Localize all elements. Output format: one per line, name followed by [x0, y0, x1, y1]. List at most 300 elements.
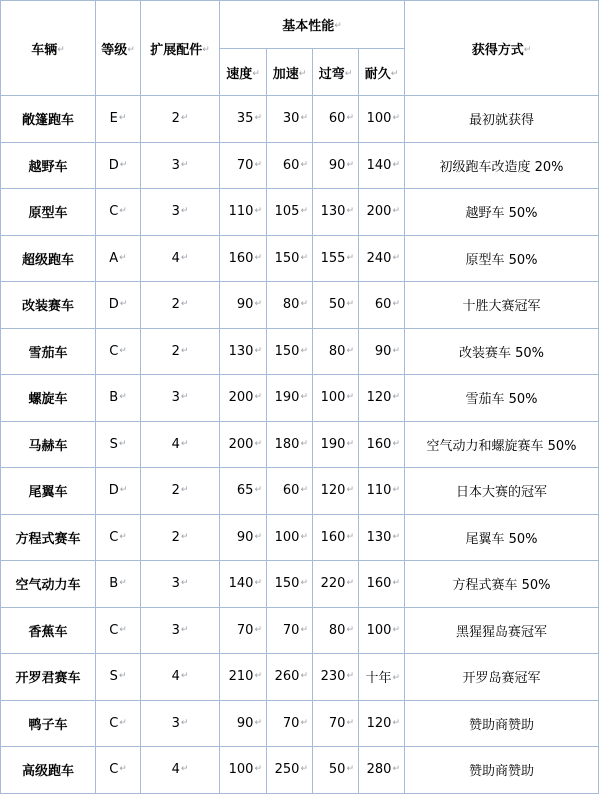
cell-ext-parts: [141, 561, 220, 608]
paragraph-mark-icon: ↵: [346, 485, 354, 496]
paragraph-mark-icon: ↵: [254, 438, 262, 449]
paragraph-mark-icon: ↵: [180, 299, 189, 310]
paragraph-mark-icon: ↵: [300, 392, 308, 403]
cell-accel: [267, 235, 313, 282]
paragraph-mark-icon: ↵: [300, 578, 308, 589]
cell-vehicle-name: [1, 468, 96, 515]
cell-accel-text: 150: [274, 343, 300, 359]
paragraph-mark-icon: ↵: [254, 717, 262, 728]
paragraph-mark-icon: ↵: [300, 531, 308, 542]
cell-corner-text: 60: [328, 111, 346, 127]
table-row: [1, 142, 599, 189]
cell-obtain: [405, 561, 599, 608]
paragraph-mark-icon: ↵: [119, 485, 128, 496]
paragraph-mark-icon: ↵: [300, 438, 308, 449]
cell-ext-parts-text: 4: [171, 669, 180, 685]
paragraph-mark-icon: ↵: [300, 206, 308, 217]
header-obtain: 获得方式↵: [405, 1, 599, 96]
cell-speed-text: 200: [228, 390, 254, 406]
cell-accel: [267, 282, 313, 329]
cell-speed: [220, 235, 267, 282]
cell-obtain-text: 赞助商赞助: [468, 764, 534, 780]
cell-accel: [267, 328, 313, 375]
cell-speed-text: 130: [228, 343, 254, 359]
table-row: [1, 700, 599, 747]
paragraph-mark-icon: ↵: [180, 438, 189, 449]
cell-vehicle-name: [1, 514, 96, 561]
cell-speed-text: 100: [228, 762, 254, 778]
cell-grade-text: C: [109, 622, 119, 638]
paragraph-mark-icon: ↵: [119, 299, 128, 310]
cell-durability: [359, 328, 405, 375]
cell-durability: [359, 747, 405, 794]
paragraph-mark-icon: ↵: [180, 252, 189, 263]
cell-obtain-text: 日本大赛的冠军: [455, 485, 547, 501]
paragraph-mark-icon: ↵: [300, 764, 308, 775]
cell-accel-text: 180: [274, 436, 300, 452]
cell-durability-text: 130: [366, 529, 392, 545]
cell-accel-text: 60: [282, 483, 300, 499]
cell-ext-parts-text: 3: [171, 157, 180, 173]
cell-grade: [96, 607, 141, 654]
cell-durability: [359, 96, 405, 143]
cell-ext-parts-text: 3: [171, 390, 180, 406]
cell-grade-text: C: [109, 762, 119, 778]
cell-speed-text: 35: [236, 111, 254, 127]
cell-corner: [313, 375, 359, 422]
cell-durability-text: 140: [366, 157, 392, 173]
cell-durability: [359, 375, 405, 422]
cell-speed-text: 90: [236, 529, 254, 545]
cell-ext-parts-text: 3: [171, 622, 180, 638]
cell-ext-parts: [141, 514, 220, 561]
paragraph-mark-icon: ↵: [346, 764, 354, 775]
cell-obtain: [405, 514, 599, 561]
header-durability: 耐久↵: [359, 49, 405, 96]
table-row: [1, 561, 599, 608]
table-row: [1, 235, 599, 282]
paragraph-mark-icon: ↵: [180, 392, 189, 403]
paragraph-mark-icon: ↵: [346, 206, 354, 217]
paragraph-mark-icon: ↵: [346, 717, 354, 728]
cell-speed: [220, 375, 267, 422]
cell-durability-text: 240: [366, 250, 392, 266]
cell-accel-text: 80: [282, 297, 300, 313]
cell-grade-text: C: [109, 529, 119, 545]
paragraph-mark-icon: ↵: [119, 717, 127, 728]
cell-vehicle-name-text: 改装赛车: [21, 299, 74, 315]
table-row: [1, 96, 599, 143]
cell-corner-text: 100: [320, 390, 346, 406]
paragraph-mark-icon: ↵: [346, 438, 354, 449]
header-speed: 速度↵: [220, 49, 267, 96]
paragraph-mark-icon: ↵: [180, 531, 189, 542]
paragraph-mark-icon: ↵: [300, 159, 308, 170]
cell-grade-text: C: [109, 204, 119, 220]
cell-corner-text: 70: [328, 715, 346, 731]
cell-vehicle-name: [1, 375, 96, 422]
cell-obtain: [405, 328, 599, 375]
cell-durability-text: 120: [366, 715, 392, 731]
paragraph-mark-icon: ↵: [254, 671, 262, 682]
cell-grade: [96, 189, 141, 236]
cell-durability: [359, 189, 405, 236]
paragraph-mark-icon: ↵: [254, 624, 262, 635]
cell-corner: [313, 607, 359, 654]
cell-corner: [313, 96, 359, 143]
cell-vehicle-name: [1, 328, 96, 375]
table-row: [1, 375, 599, 422]
cell-speed: [220, 189, 267, 236]
cell-obtain-text: 最初就获得: [468, 113, 534, 129]
cell-vehicle-name-text: 开罗君赛车: [15, 671, 81, 687]
cell-vehicle-name-text: 尾翼车: [28, 485, 68, 501]
cell-grade-text: C: [109, 343, 119, 359]
cell-accel: [267, 421, 313, 468]
cell-vehicle-name-text: 原型车: [28, 206, 68, 222]
cell-grade: [96, 654, 141, 701]
paragraph-mark-icon: ↵: [300, 299, 308, 310]
table-row: [1, 421, 599, 468]
cell-obtain-text: 雪茄车 50%: [465, 392, 538, 408]
cell-corner-text: 80: [328, 343, 346, 359]
cell-corner: [313, 514, 359, 561]
cell-durability: [359, 561, 405, 608]
cell-vehicle-name-text: 越野车: [28, 159, 68, 175]
cell-speed-text: 90: [236, 715, 254, 731]
paragraph-mark-icon: ↵: [392, 764, 400, 775]
paragraph-mark-icon: ↵: [392, 673, 400, 684]
paragraph-mark-icon: ↵: [180, 159, 189, 170]
paragraph-mark-icon: ↵: [254, 113, 262, 124]
cell-obtain: [405, 282, 599, 329]
paragraph-mark-icon: ↵: [119, 252, 127, 263]
cell-accel-text: 150: [274, 250, 300, 266]
table-row: [1, 468, 599, 515]
cell-grade-text: S: [109, 436, 118, 452]
paragraph-mark-icon: ↵: [119, 531, 127, 542]
cell-accel-text: 250: [274, 762, 300, 778]
cell-corner: [313, 282, 359, 329]
cell-accel-text: 70: [282, 715, 300, 731]
cell-corner: [313, 235, 359, 282]
cell-durability-text: 160: [366, 436, 392, 452]
cell-corner-text: 80: [328, 622, 346, 638]
cell-ext-parts-text: 2: [171, 297, 180, 313]
cell-durability: [359, 607, 405, 654]
cell-speed: [220, 607, 267, 654]
cell-vehicle-name-text: 超级跑车: [21, 252, 74, 268]
cell-vehicle-name-text: 螺旋车: [28, 392, 68, 408]
cell-obtain-text: 初级跑车改造度 20%: [439, 159, 564, 175]
cell-ext-parts-text: 3: [171, 715, 180, 731]
table-row: [1, 654, 599, 701]
paragraph-mark-icon: ↵: [346, 531, 354, 542]
cell-accel: [267, 468, 313, 515]
paragraph-mark-icon: ↵: [254, 252, 262, 263]
cell-grade: [96, 235, 141, 282]
paragraph-mark-icon: ↵: [392, 531, 400, 542]
paragraph-mark-icon: ↵: [254, 578, 262, 589]
cell-obtain-text: 开罗岛赛冠军: [462, 671, 541, 687]
paragraph-mark-icon: ↵: [118, 113, 127, 124]
cell-ext-parts: [141, 654, 220, 701]
paragraph-mark-icon: ↵: [300, 671, 308, 682]
cell-speed: [220, 468, 267, 515]
cell-obtain: [405, 747, 599, 794]
cell-speed-text: 200: [228, 436, 254, 452]
cell-vehicle-name-text: 香蕉车: [28, 624, 68, 640]
header-vehicle: 车辆↵: [1, 1, 96, 96]
paragraph-mark-icon: ↵: [300, 485, 308, 496]
cell-obtain-text: 方程式赛车 50%: [452, 578, 551, 594]
paragraph-mark-icon: ↵: [392, 717, 400, 728]
cell-obtain: [405, 375, 599, 422]
paragraph-mark-icon: ↵: [346, 624, 354, 635]
cell-ext-parts: [141, 96, 220, 143]
cell-ext-parts-text: 4: [171, 250, 180, 266]
cell-speed: [220, 514, 267, 561]
cell-corner-text: 230: [320, 669, 346, 685]
paragraph-mark-icon: ↵: [392, 252, 400, 263]
cell-ext-parts-text: 4: [171, 436, 180, 452]
paragraph-mark-icon: ↵: [392, 624, 400, 635]
paragraph-mark-icon: ↵: [392, 438, 400, 449]
cell-speed: [220, 282, 267, 329]
cell-grade: [96, 514, 141, 561]
cell-accel: [267, 747, 313, 794]
cell-ext-parts: [141, 421, 220, 468]
cell-vehicle-name-text: 方程式赛车: [15, 531, 81, 547]
cell-corner: [313, 654, 359, 701]
paragraph-mark-icon: ↵: [392, 113, 400, 124]
paragraph-mark-icon: ↵: [119, 764, 127, 775]
cell-durability-text: 100: [366, 622, 392, 638]
paragraph-mark-icon: ↵: [254, 299, 262, 310]
paragraph-mark-icon: ↵: [300, 345, 308, 356]
cell-vehicle-name: [1, 189, 96, 236]
cell-corner-text: 120: [320, 483, 346, 499]
cell-grade-text: D: [108, 297, 119, 313]
paragraph-mark-icon: ↵: [180, 345, 189, 356]
cell-obtain: [405, 235, 599, 282]
paragraph-mark-icon: ↵: [300, 113, 308, 124]
cell-grade-text: S: [109, 669, 118, 685]
paragraph-mark-icon: ↵: [346, 252, 354, 263]
cell-ext-parts: [141, 375, 220, 422]
cell-speed-text: 140: [228, 576, 254, 592]
cell-corner: [313, 189, 359, 236]
cell-durability: [359, 654, 405, 701]
cell-grade-text: B: [109, 576, 119, 592]
paragraph-mark-icon: ↵: [392, 345, 400, 356]
cell-obtain: [405, 468, 599, 515]
cell-grade: [96, 468, 141, 515]
cell-durability-text: 110: [366, 483, 392, 499]
cell-grade-text: A: [109, 250, 119, 266]
cell-obtain: [405, 189, 599, 236]
cell-speed-text: 210: [228, 669, 254, 685]
table-row: [1, 607, 599, 654]
cell-obtain-text: 改装赛车 50%: [458, 345, 545, 361]
cell-vehicle-name: [1, 142, 96, 189]
cell-ext-parts: [141, 747, 220, 794]
cell-durability: [359, 142, 405, 189]
cell-vehicle-name: [1, 282, 96, 329]
cell-ext-parts-text: 2: [171, 483, 180, 499]
cell-obtain: [405, 96, 599, 143]
cell-vehicle-name-text: 高级跑车: [21, 764, 74, 780]
cell-vehicle-name-text: 空气动力车: [15, 578, 81, 594]
cell-corner-text: 160: [320, 529, 346, 545]
cell-corner-text: 50: [328, 297, 346, 313]
cell-ext-parts: [141, 235, 220, 282]
cell-durability-text: 200: [366, 204, 392, 220]
paragraph-mark-icon: ↵: [392, 485, 400, 496]
cell-speed: [220, 654, 267, 701]
cell-corner: [313, 700, 359, 747]
cell-corner: [313, 328, 359, 375]
cell-vehicle-name: [1, 747, 96, 794]
cell-ext-parts: [141, 607, 220, 654]
cell-durability-text: 60: [374, 297, 392, 313]
paragraph-mark-icon: ↵: [300, 624, 308, 635]
cell-obtain: [405, 142, 599, 189]
cell-speed-text: 160: [228, 250, 254, 266]
header-basic-performance: 基本性能↵: [220, 1, 405, 49]
cell-accel: [267, 654, 313, 701]
cell-ext-parts: [141, 142, 220, 189]
cell-vehicle-name: [1, 96, 96, 143]
paragraph-mark-icon: ↵: [346, 113, 354, 124]
cell-grade: [96, 747, 141, 794]
cell-ext-parts-text: 4: [171, 762, 180, 778]
cell-speed: [220, 700, 267, 747]
header-grade: 等级↵: [96, 1, 141, 96]
paragraph-mark-icon: ↵: [180, 671, 189, 682]
paragraph-mark-icon: ↵: [119, 206, 127, 217]
cell-accel-text: 30: [282, 111, 300, 127]
cell-accel: [267, 514, 313, 561]
cell-vehicle-name-text: 马赫车: [28, 438, 68, 454]
paragraph-mark-icon: ↵: [180, 578, 189, 589]
cell-vehicle-name-text: 鸭子车: [28, 717, 68, 733]
cell-grade: [96, 282, 141, 329]
paragraph-mark-icon: ↵: [346, 345, 354, 356]
paragraph-mark-icon: ↵: [180, 206, 189, 217]
paragraph-mark-icon: ↵: [254, 345, 262, 356]
paragraph-mark-icon: ↵: [119, 624, 127, 635]
paragraph-mark-icon: ↵: [346, 392, 354, 403]
paragraph-mark-icon: ↵: [119, 578, 127, 589]
paragraph-mark-icon: ↵: [119, 392, 127, 403]
paragraph-mark-icon: ↵: [392, 299, 400, 310]
cell-obtain-text: 赞助商赞助: [468, 717, 534, 733]
cell-grade: [96, 96, 141, 143]
cell-obtain-text: 空气动力和螺旋赛车 50%: [426, 438, 577, 454]
cell-accel: [267, 700, 313, 747]
paragraph-mark-icon: ↵: [392, 392, 400, 403]
paragraph-mark-icon: ↵: [346, 159, 354, 170]
paragraph-mark-icon: ↵: [392, 206, 400, 217]
cell-obtain-text: 黑猩猩岛赛冠军: [455, 624, 547, 640]
cell-corner: [313, 561, 359, 608]
paragraph-mark-icon: ↵: [118, 671, 127, 682]
cell-speed-text: 65: [236, 483, 254, 499]
cell-corner: [313, 468, 359, 515]
cell-vehicle-name: [1, 654, 96, 701]
cell-durability: [359, 421, 405, 468]
cell-ext-parts: [141, 189, 220, 236]
cell-grade: [96, 142, 141, 189]
table-row: [1, 189, 599, 236]
cell-grade-text: B: [109, 390, 119, 406]
cell-durability-text: 90: [374, 343, 392, 359]
cell-durability: [359, 235, 405, 282]
cell-corner: [313, 747, 359, 794]
cell-accel: [267, 607, 313, 654]
cell-obtain-text: 尾翼车 50%: [465, 531, 538, 547]
cell-grade-text: E: [109, 111, 118, 127]
cell-vehicle-name-text: 雪茄车: [28, 345, 68, 361]
cell-ext-parts: [141, 282, 220, 329]
cell-obtain: [405, 700, 599, 747]
cell-grade: [96, 421, 141, 468]
paragraph-mark-icon: ↵: [180, 113, 189, 124]
cell-speed: [220, 96, 267, 143]
cell-durability-text: 十年: [365, 671, 392, 687]
cell-ext-parts: [141, 328, 220, 375]
cell-accel-text: 190: [274, 390, 300, 406]
paragraph-mark-icon: ↵: [180, 764, 189, 775]
cell-corner-text: 220: [320, 576, 346, 592]
paragraph-mark-icon: ↵: [346, 578, 354, 589]
table-row: [1, 747, 599, 794]
cell-corner: [313, 142, 359, 189]
paragraph-mark-icon: ↵: [392, 159, 400, 170]
cell-vehicle-name: [1, 561, 96, 608]
cell-obtain-text: 原型车 50%: [465, 252, 538, 268]
cell-obtain: [405, 421, 599, 468]
paragraph-mark-icon: ↵: [346, 671, 354, 682]
cell-vehicle-name: [1, 235, 96, 282]
header-ext-parts: 扩展配件↵: [141, 1, 220, 96]
cell-obtain: [405, 607, 599, 654]
cell-durability: [359, 700, 405, 747]
cell-accel: [267, 561, 313, 608]
cell-accel-text: 105: [274, 204, 300, 220]
cell-durability-text: 100: [366, 111, 392, 127]
header-row: [1, 1, 599, 49]
paragraph-mark-icon: ↵: [254, 531, 262, 542]
cell-accel: [267, 189, 313, 236]
paragraph-mark-icon: ↵: [254, 159, 262, 170]
paragraph-mark-icon: ↵: [254, 764, 262, 775]
cell-accel-text: 100: [274, 529, 300, 545]
paragraph-mark-icon: ↵: [119, 159, 128, 170]
paragraph-mark-icon: ↵: [180, 485, 189, 496]
table-row: [1, 282, 599, 329]
cell-grade: [96, 328, 141, 375]
cell-vehicle-name-text: 敞篷跑车: [21, 113, 74, 129]
cell-speed: [220, 421, 267, 468]
paragraph-mark-icon: ↵: [180, 624, 189, 635]
cell-speed: [220, 561, 267, 608]
cell-accel-text: 150: [274, 576, 300, 592]
cell-grade: [96, 700, 141, 747]
cell-speed: [220, 747, 267, 794]
cell-vehicle-name: [1, 607, 96, 654]
